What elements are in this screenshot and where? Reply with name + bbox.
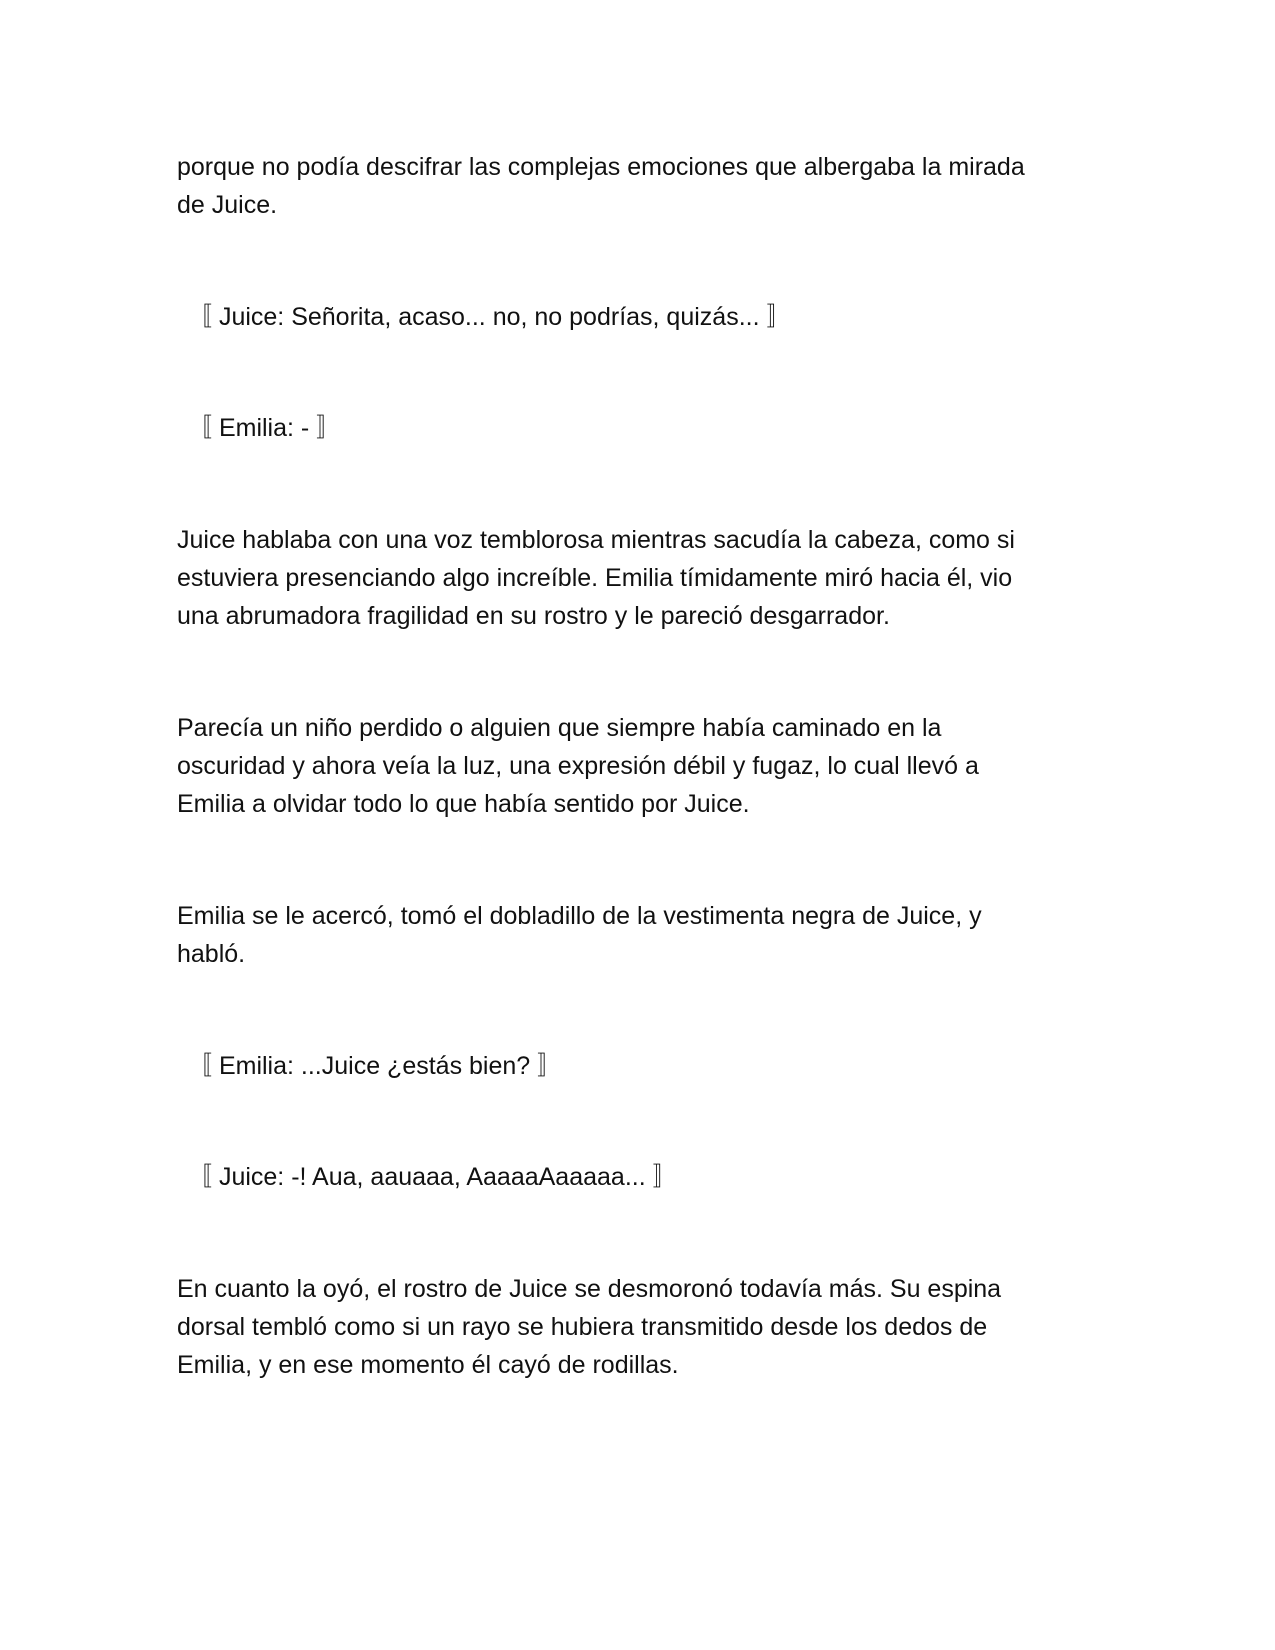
dialogue-line: 〚 Juice: Señorita, acaso... no, no podrías, quizás... 〛 <box>187 303 792 331</box>
paragraph: Juice hablaba con una voz temblorosa mientras sacudía la cabeza, como si estuviera presenciando algo increíble. Emilia tímidamente miró hacia él, vio una abrumadora fragilidad en su rostro y le pareció desgarrador. <box>177 526 1015 630</box>
paragraph: porque no podía descifrar las complejas emociones que albergaba la mirada de Juice. <box>177 153 1025 219</box>
dialogue-line: 〚 Emilia: - 〛 <box>187 414 342 442</box>
dialogue-line: 〚 Emilia: ...Juice ¿estás bien? 〛 <box>187 1052 563 1080</box>
paragraph: Parecía un niño perdido o alguien que siempre había caminado en la oscuridad y ahora veía la luz, una expresión débil y fugaz, lo cual llevó a Emilia a olvidar todo lo que había sentido por Juice. <box>177 714 979 818</box>
dialogue-line: 〚 Juice: -! Aua, aauaaa, AaaaaAaaaaa... 〛 <box>187 1163 678 1191</box>
paragraph: Emilia se le acercó, tomó el dobladillo de la vestimenta negra de Juice, y habló. <box>177 902 982 968</box>
paragraph: En cuanto la oyó, el rostro de Juice se desmoronó todavía más. Su espina dorsal tembló como si un rayo se hubiera transmitido desde los dedos de Emilia, y en ese momento él cayó de rodillas. <box>177 1275 1002 1379</box>
